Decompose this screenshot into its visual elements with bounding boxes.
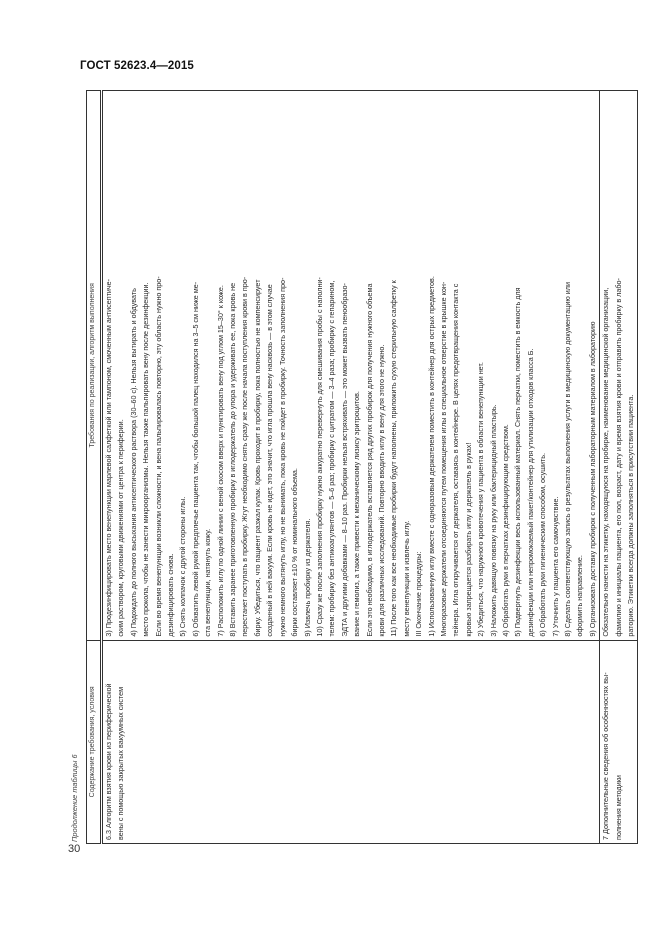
- cell-line: вены с помощью закрытых вакуумных систем: [116, 686, 126, 840]
- cell-line: полнения методики: [613, 775, 623, 840]
- cell-line: фамилию и инициалы пациента, его пол, возраст, дату и время взятия крови и отправить пробирку в лабо-: [613, 278, 623, 637]
- cell-line: 11) После того как все необходимые пробирки будут наполнены, приложить сухую стерильную салфетку к: [389, 280, 399, 637]
- cell-line: перестанет поступать в пробирку. Жгут необходимо снять сразу же после начала поступления крови в про-: [240, 276, 250, 637]
- cell-line: место прокола, чтобы не занести микроорганизмы. Нельзя также пальпировать вену после дезинфекции.: [141, 282, 151, 637]
- cell-line: 7) Уточнить у пациента его самочувствие.: [550, 496, 560, 637]
- cell-line: 4) Подождать до полного высыхания антисептического раствора (30–60 с). Нельзя вытирать и обдувать: [128, 288, 138, 637]
- cell-line: 5) Снять колпачок с другой стороны иглы.: [178, 496, 188, 637]
- cell-line: 9) Организовать доставку пробирок с полученным лабораторным материалом в лабораторию: [587, 321, 597, 637]
- cell-line: Многоразовые держатели отсоединяются путем помещения иглы в специальное отверстие в крышке кон-: [438, 281, 448, 637]
- cell-line: раторию. Этикетки всегда должны заполняться в присутствии пациента.: [626, 394, 636, 637]
- cell-line: бирки составляет ±10 % от номинального объема.: [290, 468, 300, 637]
- cell-line: 10) Сразу же после заполнения пробирку нужно аккуратно перевернуть для смешивания пробы с наполни-: [314, 277, 324, 637]
- table-header-row: [87, 91, 102, 844]
- cell-line: ским раствором, круговыми движениями от центра к периферии.: [116, 419, 126, 637]
- cell-line: 7 Дополнительные сведения об особенностях вы-: [601, 672, 611, 840]
- cell-line: вание и гемолиз, а также привести к механическому лизису эритроцитов.: [352, 391, 362, 637]
- cell-line: Если это необходимо, в иглодержатель вставляется ряд других пробирок для получения нужного объема: [364, 283, 374, 637]
- table-row: [102, 91, 600, 844]
- column-header-algorithm: Требования по реализации, алгоритм выполнения: [87, 91, 102, 641]
- table-continuation-label: Продолжение таблицы 6: [70, 754, 79, 842]
- cell-line: 1) Использованную иглу вместе с одноразовым держателем поместить в контейнер для острых предметов.: [426, 276, 436, 637]
- cell-line: ста венепункции, натянуть кожу.: [203, 528, 213, 637]
- cell-line: тейнера. Игла откручивается от держателя, оставаясь в контейнере. В целях предотвращения контакта с: [451, 283, 461, 637]
- cell-line: ЭДТА и другими добавками — 8–10 раз. Пробирки нельзя встряхивать — это может вызвать пенообразо-: [339, 283, 349, 637]
- cell-line: кровью запрещается разбирать иглу и держатель в руках!: [463, 442, 473, 637]
- requirements-table: [86, 90, 638, 844]
- cell-line: 7) Расположить иглу по одной линии с веной скосом вверх и пунктировать вену под углом 15–30° к коже.: [215, 285, 225, 637]
- cell-line: 8) Вставить заранее приготовленную пробирку в иглодержатель до упора и удерживать ее, пока кровь не: [228, 282, 238, 637]
- cell-line: месту венепункции и извлечь иглу.: [401, 520, 411, 637]
- page-number: 30: [68, 843, 81, 855]
- cell-line: созданный в ней вакуум. Если кровь не идет, это значит, что игла прошла вену насквозь — в этом случае: [265, 284, 275, 637]
- rotated-table-page: [62, 90, 636, 844]
- cell-line: крови для различных исследований. Повторно вводить иглу в вену для этого не нужно.: [376, 344, 386, 637]
- cell-line: дезинфекции или непромокаемый пакет/контейнер для утилизации отходов класса Б.: [525, 348, 535, 637]
- row-6-3-algorithm: [102, 91, 600, 641]
- cell-line: бирку. Убедиться, что пациент разжал кулак. Кровь проходит в пробирку, пока полностью не компенсирует: [252, 279, 262, 637]
- cell-line: 8) Сделать соответствующую запись о результатах выполнения услуги в медицинскую документацию или: [563, 282, 573, 637]
- cell-line: оформить направление.: [575, 555, 585, 637]
- row-6-3-requirement: [102, 640, 600, 843]
- cell-line: 3) Наложить давящую повязку на руку или бактерицидный пластырь.: [488, 404, 498, 637]
- cell-line: 3) Продезинфицировать место венепункции марлевой салфеткой или тампоном, смоченным антисептиче-: [104, 278, 113, 637]
- cell-line: 9) Извлечь пробирку из держателя.: [302, 518, 312, 637]
- cell-line: Если во время венепункции возникли сложности, и вена пальпировалась повторно, эту область нужно про-: [153, 276, 163, 637]
- cell-line: 6) Обработать руки гигиеническим способом, осушить.: [538, 452, 548, 637]
- cell-line: 5) Подвергнуть дезинфекции весь использованный материал. Снять перчатки, поместить в емкость для: [513, 287, 523, 637]
- cell-line: нужно немного вытянуть иглу, но не вынимать, пока кровь не пойдет в пробирку. Точность заполнения про-: [277, 277, 287, 637]
- document-title: ГОСТ 52623.4—2015: [80, 60, 194, 72]
- cell-line: дезинфицировать снова.: [166, 553, 176, 637]
- row-7-requirement: [600, 640, 638, 843]
- cell-line: 2) Убедиться, что наружного кровотечения у пациента в области венепункции нет.: [476, 362, 486, 637]
- cell-line: 6) Обхватить левой рукой предплечье пациента так, чтобы большой палец находился на 3–5 см ниже ме-: [190, 281, 200, 637]
- row-7-algorithm: [600, 91, 638, 641]
- cell-line: 4) Обработать руки в перчатках дезинфицирующим средством.: [501, 424, 510, 637]
- column-header-requirement: Содержание требования, условия: [87, 640, 102, 843]
- cell-line: III Окончание процедуры:: [414, 551, 424, 637]
- cell-line: телем: пробирку без антикоагулянтов — 5–6 раз; пробирку с цитратом — 3–4 раза; пробирку с гепарином,: [327, 280, 337, 637]
- cell-line: 6.3 Алгоритм взятия крови из периферической: [104, 683, 113, 840]
- cell-line: Обязательно нанести на этикетку, находящуюся на пробирке, наименование медицинской организации,: [601, 287, 611, 637]
- table-row: [600, 91, 638, 844]
